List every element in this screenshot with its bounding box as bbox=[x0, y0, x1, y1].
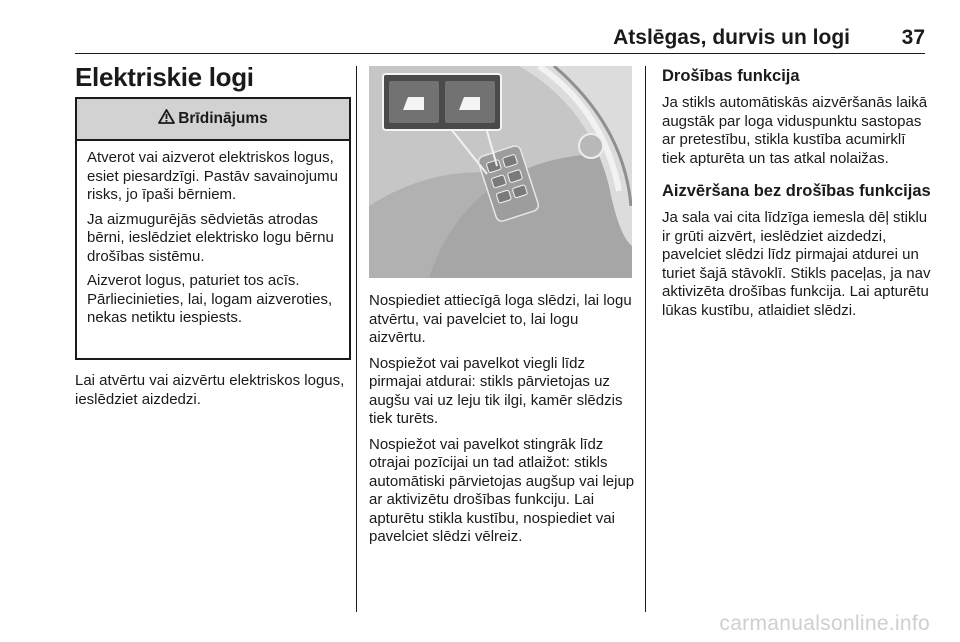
body-paragraph: Nospiežot vai pavelkot viegli līdz pirmajai atdurai: stikls pārvietojas uz augšu vai uz leju tik ilgi, kamēr slēdzis tiek turēts. bbox=[369, 354, 623, 427]
warning-box bbox=[75, 97, 351, 360]
middle-column bbox=[369, 292, 637, 554]
warning-paragraph: Aizverot logus, paturiet tos acīs. Pārliecinieties, lai, logam aizveroties, nekas netiktu iespiests. bbox=[87, 272, 333, 326]
intro-paragraph: Lai atvērtu vai aizvērtu elektriskos logus, ieslēdziet aizdedzi. bbox=[75, 372, 345, 408]
page-number: 37 bbox=[901, 26, 925, 49]
warning-header bbox=[77, 99, 349, 141]
body-paragraph: Nospiediet attiecīgā loga slēdzi, lai logu atvērtu, vai pavelciet to, lai logu aizvērtu. bbox=[369, 292, 632, 346]
warning-paragraph: Ja aizmugurējās sēdvietās atrodas bērni, ieslēdziet elektrisko logu bērnu drošības sistēmu. bbox=[87, 210, 334, 265]
subsection-heading: Aizvēršana bez drošības funkcijas bbox=[662, 182, 931, 200]
subsection-heading: Drošības funkcija bbox=[662, 67, 800, 85]
window-switch-illustration bbox=[369, 66, 632, 278]
right-column bbox=[662, 66, 932, 333]
warning-heading: Brīdinājums bbox=[178, 110, 268, 127]
body-paragraph: Ja stikls automātiskās aizvēršanās laikā augstāk par loga viduspunktu sastopas ar pretestību, stikla kustība acumirklī tiek apturēta un tas atkal nolaižas. bbox=[662, 94, 928, 167]
column-divider bbox=[645, 66, 646, 612]
warning-body bbox=[77, 141, 349, 328]
body-paragraph: Ja sala vai cita līdzīga iemesla dēļ stiklu ir grūti aizvērt, ieslēdziet aizdedzi, pavelciet slēdzi līdz pirmajai atdurei un turiet šajā stāvoklī. Stikls paceļas, ja nav aktivizēta drošības funkcija. Lai apturētu lūkas kustību, atlaidiet slēdzi. bbox=[662, 209, 931, 319]
running-header bbox=[75, 26, 925, 54]
section-heading: Elektriskie logi bbox=[75, 62, 254, 92]
body-paragraph: Nospiežot vai pavelkot stingrāk līdz otrajai pozīcijai un tad atlaižot: stikls automātiski pārvietojas augšup vai lejup ar aktivizētu drošības funkciju. Lai apturētu stikla kustību, nospiediet vai pavelciet slēdzi vēlreiz. bbox=[369, 435, 635, 545]
column-divider bbox=[356, 66, 357, 612]
header-title: Atslēgas, durvis un logi bbox=[613, 26, 850, 49]
watermark: carmanualsonline.info bbox=[719, 612, 930, 635]
warning-paragraph: Atverot vai aizverot elektriskos logus, esiet piesardzīgi. Pastāv savainojumu risks, jo īpaši bērniem. bbox=[87, 149, 338, 203]
warning-triangle-icon bbox=[158, 109, 175, 129]
